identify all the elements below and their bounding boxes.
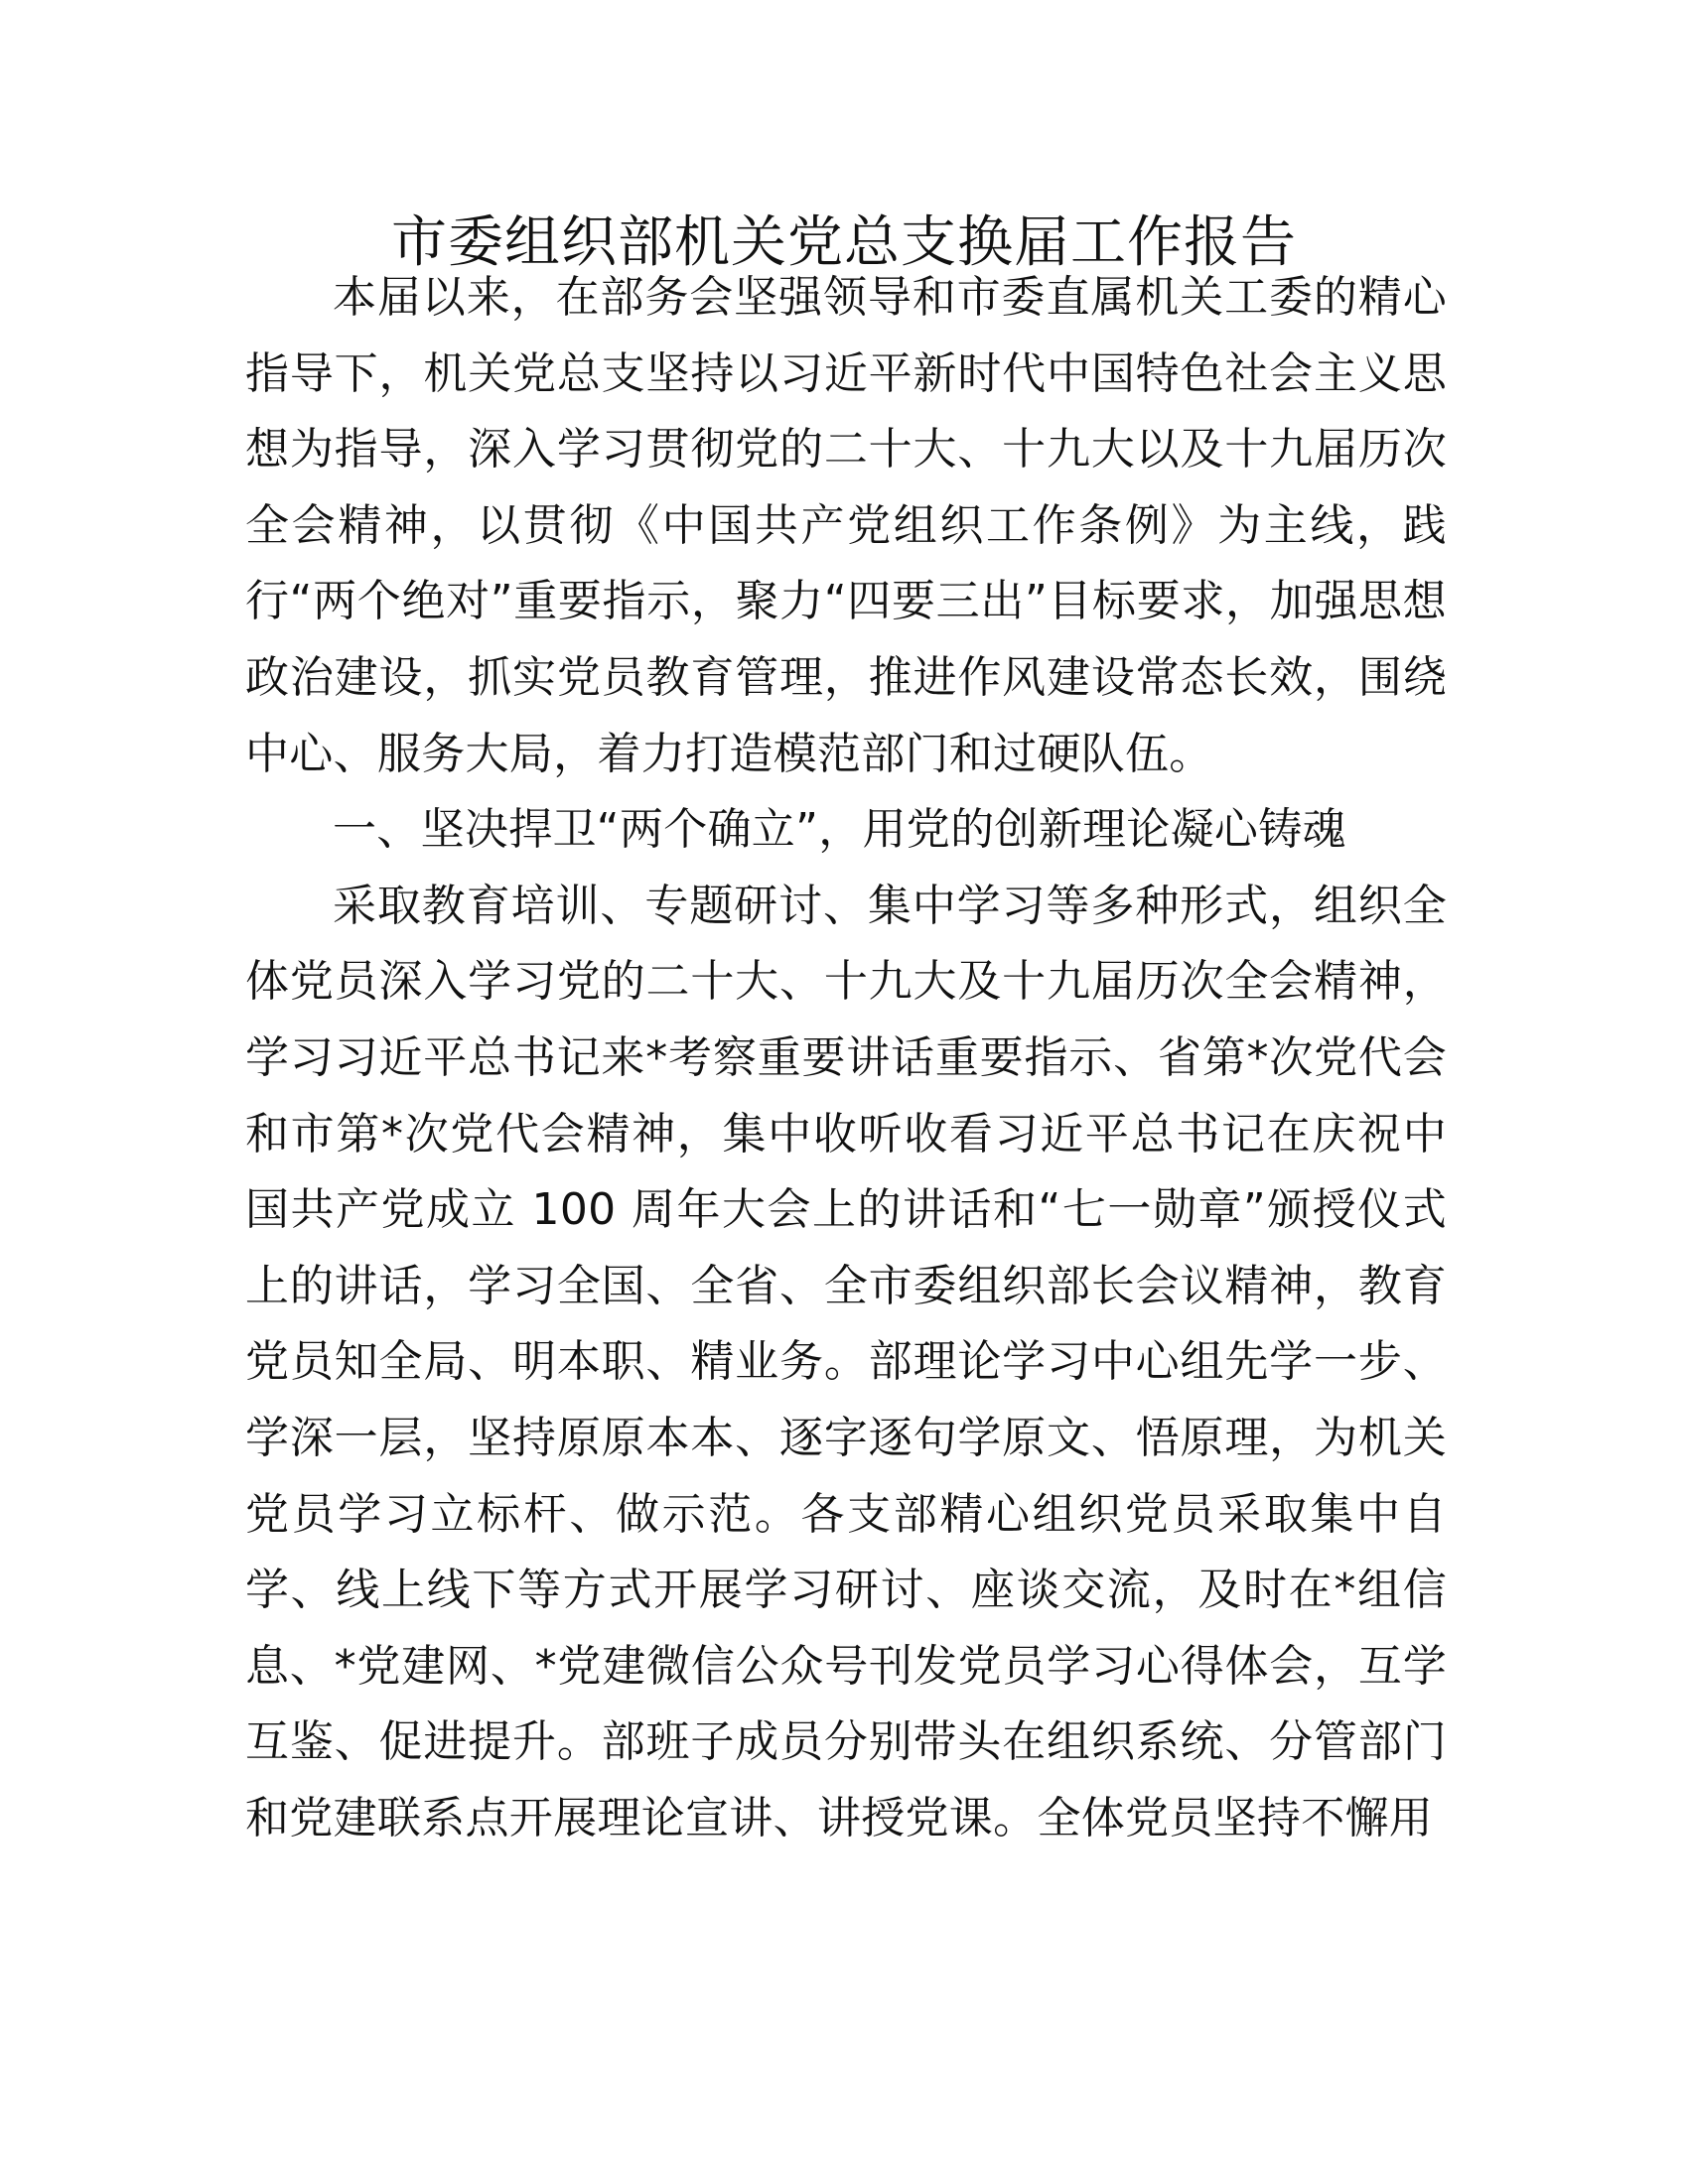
document-body (245, 260, 1447, 1856)
intro-paragraph: 本届以来，在部务会坚强领导和市委直属机关工委的精心指导下，机关党总支坚持以习近平新时代中国特色社会主义思想为指导，深入学习贯彻党的二十大、十九大以及十九届历次全会精神，以贯彻《中国共产党组织工作条例》为主线，践行“两个绝对”重要指示，聚力“四要三出”目标要求，加强思想政治建设，抓实党员教育管理，推进作风建设常态长效，围绕中心、服务大局，着力打造模范部门和过硬队伍。 (245, 272, 1447, 779)
section-heading: 一、坚决捍卫“两个确立”，用党的创新理论凝心铸魂 (333, 804, 1346, 856)
section-paragraph: 采取教育培训、专题研讨、集中学习等多种形式，组织全体党员深入学习党的二十大、十九大及十九届历次全会精神，学习习近平总书记来*考察重要讲话重要指示、省第*次党代会和市第*次党代会精神，集中收听收看习近平总书记在庆祝中国共产党成立 100 周年大会上的讲话和“七一勋章”颁授仪式上的讲话，学习全国、全省、全市委组织部长会议精神，教育党员知全局、明本职、精业务。部理论学习中心组先学一步、学深一层，坚持原原本本、逐字逐句学原文、悟原理，为机关党员学习立标杆、做示范。各支部精心组织党员采取集中自学、线上线下等方式开展学习研讨、座谈交流，及时在*组信息、*党建网、*党建微信公众号刊发党员学习心得体会，互学互鉴、促进提升。部班子成员分别带头在组织系统、分管部门和党建联系点开展理论宣讲、讲授党课。全体党员坚持不懈用 (245, 880, 1447, 1843)
document-title: 市委组织部机关党总支换届工作报告 (391, 210, 1297, 275)
